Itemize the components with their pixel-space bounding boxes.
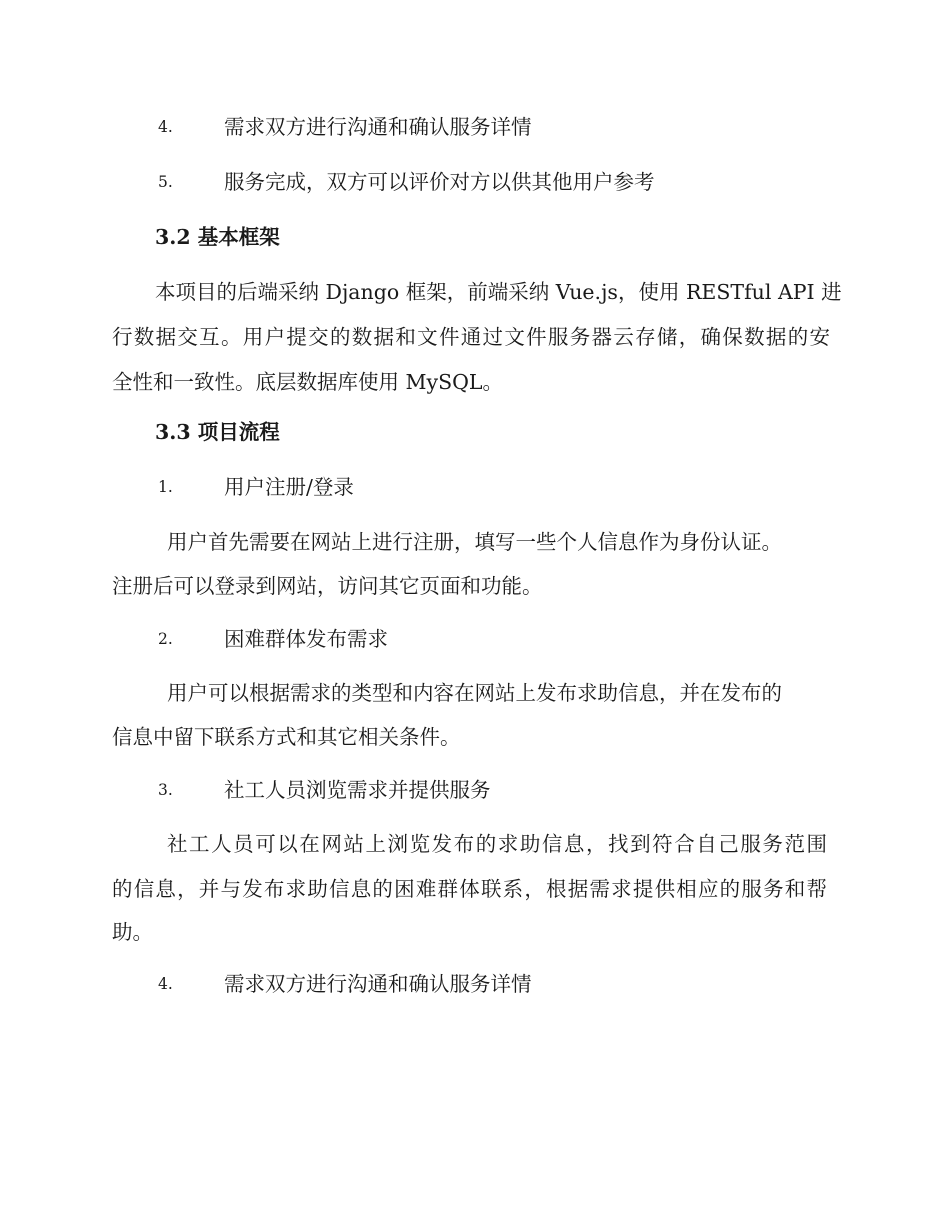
list-item-text: 用户注册/登录	[224, 475, 354, 499]
list-item-text: 社工人员浏览需求并提供服务	[224, 778, 491, 802]
list-number: 4.	[158, 975, 173, 993]
list-item-text: 困难群体发布需求	[224, 627, 388, 651]
list-item-text: 服务完成，双方可以评价对方以供其他用户参考	[224, 170, 655, 194]
paragraph-line: 助。	[112, 920, 153, 944]
paragraph-line: 用户首先需要在网站上进行注册，填写一些个人信息作为身份认证。	[167, 530, 782, 554]
list-number: 4.	[158, 118, 173, 136]
list-item-text: 需求双方进行沟通和确认服务详情	[224, 115, 532, 139]
paragraph-line: 的信息，并与发布求助信息的困难群体联系，根据需求提供相应的服务和帮	[112, 877, 827, 901]
paragraph-line: 行数据交互。用户提交的数据和文件通过文件服务器云存储，确保数据的安	[112, 325, 830, 349]
list-number: 2.	[158, 630, 173, 648]
section-heading: 3.2 基本框架	[155, 225, 280, 249]
paragraph-line: 本项目的后端采纳 Django 框架，前端采纳 Vue.js，使用 RESTful API 进	[155, 280, 842, 304]
section-heading: 3.3 项目流程	[155, 420, 280, 444]
paragraph-line: 信息中留下联系方式和其它相关条件。	[112, 725, 461, 749]
paragraph-line: 社工人员可以在网站上浏览发布的求助信息，找到符合自己服务范围	[167, 832, 827, 856]
list-number: 3.	[158, 781, 173, 799]
list-number: 5.	[158, 173, 173, 191]
list-item-text: 需求双方进行沟通和确认服务详情	[224, 972, 532, 996]
list-number: 1.	[158, 478, 173, 496]
paragraph-line: 用户可以根据需求的类型和内容在网站上发布求助信息，并在发布的	[167, 681, 782, 705]
paragraph-line: 全性和一致性。底层数据库使用 MySQL。	[112, 370, 504, 394]
paragraph-line: 注册后可以登录到网站，访问其它页面和功能。	[112, 574, 543, 598]
